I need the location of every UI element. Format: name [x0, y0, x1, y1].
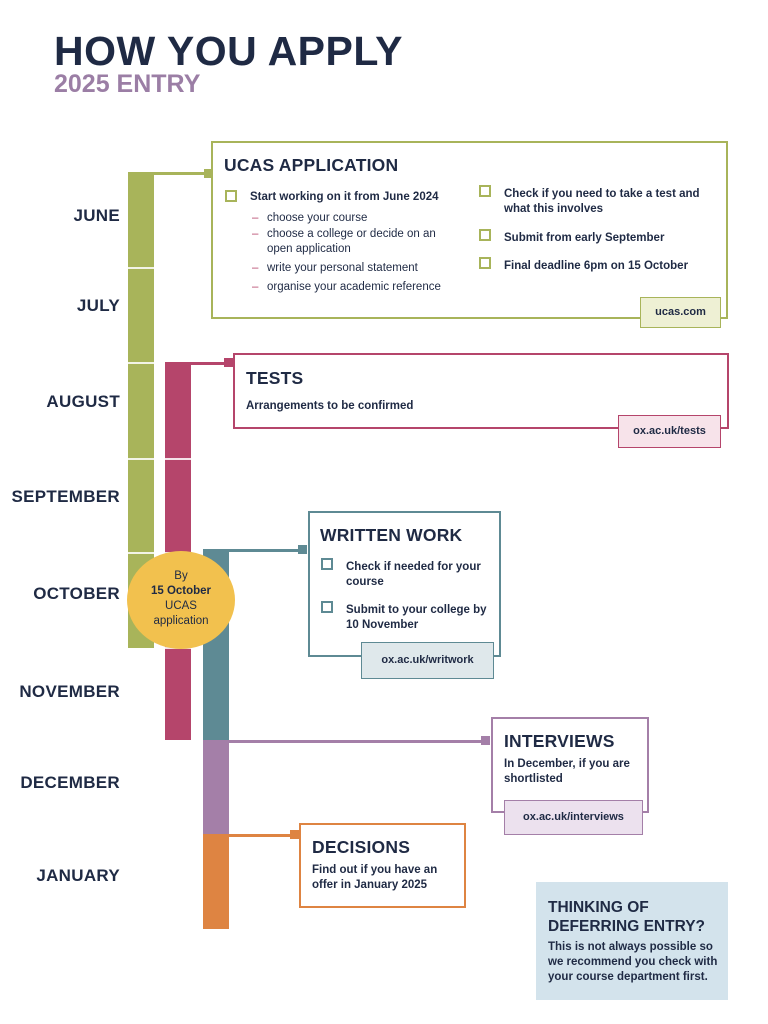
ucas-subitem: organise your academic reference: [267, 281, 441, 293]
interviews-link[interactable]: ox.ac.uk/interviews: [504, 800, 643, 835]
decisions-timeline-bar: [203, 834, 229, 929]
deferring-text: [548, 940, 718, 985]
ucas-subitem: choose a college or decide on an: [267, 228, 436, 240]
month-label-january: JANUARY: [36, 866, 120, 885]
dash-icon: –: [252, 281, 259, 293]
ucas-deadline-text: Final deadline 6pm on 15 October: [504, 260, 689, 272]
ucas-submit-prefix: Submit from early: [504, 232, 602, 244]
checkbox-icon: [479, 257, 491, 269]
month-label-june: JUNE: [73, 206, 120, 225]
circle-line: application: [153, 615, 209, 627]
tests-connector-marker: [224, 358, 233, 367]
tests-title: TESTS: [246, 368, 304, 388]
deferring-text-line: This is not always possible so: [548, 941, 713, 953]
page-title: HOW YOU APPLY: [54, 28, 403, 74]
interviews-text-continued: shortlisted: [504, 773, 563, 785]
month-divider: [128, 458, 154, 460]
interviews-text: In December, if you are: [504, 758, 630, 770]
interviews-title: INTERVIEWS: [504, 731, 615, 751]
circle-line: By: [174, 570, 188, 582]
month-label-july: JULY: [76, 296, 120, 315]
written-check-text: Check if needed for your: [346, 561, 481, 573]
checkbox-icon: [225, 190, 237, 202]
decisions-text: Find out if you have an: [312, 864, 438, 876]
month-divider: [165, 458, 191, 460]
written-submit-text: Submit to your college by: [346, 604, 487, 616]
written-work-connector: [229, 549, 301, 552]
month-divider: [128, 552, 154, 554]
ucas-subitem: choose your course: [267, 212, 368, 224]
ucas-submit-month: September: [604, 232, 665, 244]
ucas-connector: [154, 172, 206, 175]
month-label-august: AUGUST: [46, 392, 120, 411]
circle-line: UCAS: [165, 600, 197, 612]
month-divider: [128, 267, 154, 269]
deferring-title: THINKING OF: [548, 899, 649, 916]
tests-text: Arrangements to be confirmed: [246, 400, 414, 412]
ucas-submit-text: [504, 231, 664, 246]
month-label-september: SEPTEMBER: [11, 487, 120, 506]
ucas-title: UCAS APPLICATION: [224, 155, 399, 175]
month-label-october: OCTOBER: [33, 584, 120, 603]
checkbox-icon: [321, 601, 333, 613]
decisions-title: DECISIONS: [312, 837, 411, 857]
month-label-november: NOVEMBER: [19, 682, 120, 701]
dash-icon: –: [252, 262, 259, 274]
interviews-connector: [229, 740, 483, 743]
month-divider: [128, 362, 154, 364]
ucas-start-text: Start working on it from June 2024: [250, 191, 439, 203]
ucas-deadline-circle: [127, 551, 235, 649]
deferring-title-continued: DEFERRING ENTRY?: [548, 918, 706, 935]
ucas-subitem-continued: open application: [267, 243, 351, 255]
deferring-entry-box: [536, 882, 728, 1000]
interviews-timeline-bar: [203, 740, 229, 834]
ucas-subitem: write your personal statement: [267, 262, 418, 274]
deferring-text-line: we recommend you check with: [548, 956, 718, 968]
written-work-title: WRITTEN WORK: [320, 525, 463, 545]
ucas-check-test-text-continued: what this involves: [504, 203, 604, 215]
checkbox-icon: [479, 229, 491, 241]
interviews-connector-marker: [481, 736, 490, 745]
written-work-link[interactable]: ox.ac.uk/writwork: [361, 642, 494, 679]
written-check-text-continued: course: [346, 576, 384, 588]
written-submit-text-continued: 10 November: [346, 619, 419, 631]
month-label-december: DECEMBER: [20, 773, 120, 792]
ucas-link[interactable]: ucas.com: [640, 297, 721, 328]
decisions-text-continued: offer in January 2025: [312, 879, 428, 891]
circle-line: 15 October: [150, 585, 212, 597]
tests-link[interactable]: ox.ac.uk/tests: [618, 415, 721, 448]
checkbox-icon: [321, 558, 333, 570]
written-work-connector-marker: [298, 545, 307, 554]
decisions-connector: [229, 834, 293, 837]
ucas-check-test-text: Check if you need to take a test and: [504, 188, 700, 200]
checkbox-icon: [479, 185, 491, 197]
dash-icon: –: [252, 228, 259, 240]
page-subtitle: 2025 ENTRY: [54, 70, 201, 98]
dash-icon: –: [252, 212, 259, 224]
decisions-connector-marker: [290, 830, 299, 839]
deferring-text-line: your course department first.: [548, 971, 708, 983]
